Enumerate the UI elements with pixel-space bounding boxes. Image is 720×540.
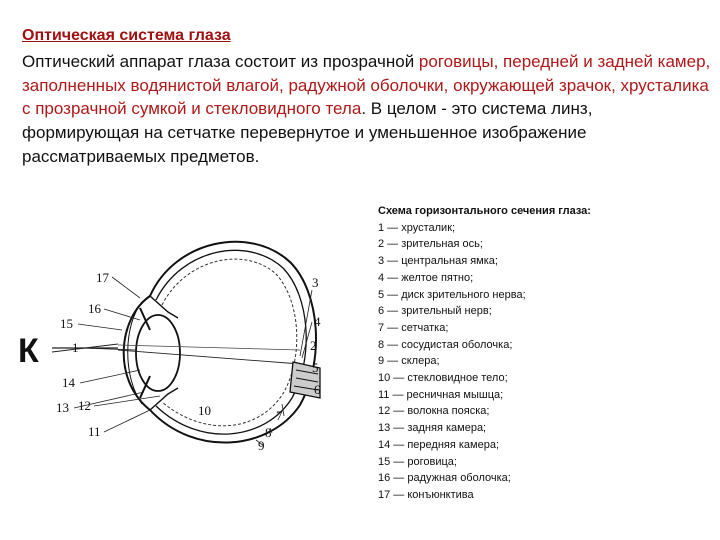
paragraph-part-3: . В целом - это система линз, формирующая на сетчатке перевернутое и уменьшенное изображение рассматриваемых предметов. [22,99,593,166]
label-1: 1 [72,340,79,355]
paragraph-part-1: Оптический аппарат глаза состоит из прозрачной [22,52,419,71]
legend-item: 10 — стекловидное тело; [378,372,508,385]
paragraph-highlight: роговицы, передней и задней камер, заполненных водянистой влагой, радужной оболочки, окружающей зрачок, хрусталика с прозрачной сумкой и стекловидного тела [22,52,711,119]
label-13: 13 [56,400,69,415]
label-10: 10 [198,403,211,418]
legend-item: 7 — сетчатка; [378,321,449,334]
legend-item: 5 — диск зрительного нерва; [378,288,526,301]
legend-item: 8 — сосудистая оболочка; [378,338,513,351]
label-14: 14 [62,375,75,390]
label-5: 5 [312,360,319,375]
label-11: 11 [88,424,101,439]
legend-item: 12 — волокна пояска; [378,405,490,418]
object-letter: К [18,332,39,370]
label-6: 6 [314,382,321,397]
label-16: 16 [88,301,101,316]
label-7: 7 [276,408,283,423]
label-3: 3 [312,275,319,290]
label-8: 8 [265,425,272,440]
label-17: 17 [96,270,109,285]
page-title: Оптическая система глаза [22,27,231,44]
legend-item: 4 — желтое пятно; [378,271,474,284]
legend [378,203,708,504]
legend-item: 17 — конъюнктива [378,488,474,501]
legend-item: 11 — ресничная мышца; [378,388,504,401]
legend-item: 9 — склера; [378,355,440,368]
legend-heading: Схема горизонтального сечения глаза: [378,205,591,217]
legend-item: 1 — хрусталик; [378,221,456,234]
legend-item: 15 — роговица; [378,455,457,468]
legend-item: 2 — зрительная ось; [378,238,483,251]
label-4: 4 [314,314,321,329]
sclera-outline [150,242,316,443]
legend-item: 14 — передняя камера; [378,438,500,451]
label-9: 9 [258,438,265,453]
legend-item: 6 — зрительный нерв; [378,305,492,318]
legend-item: 16 — радужная оболочка; [378,472,511,485]
label-15: 15 [60,316,73,331]
label-12: 12 [78,398,91,413]
optical-axis [118,350,300,364]
legend-item: 13 — задняя камера; [378,422,487,435]
legend-item: 3 — центральная ямка; [378,255,498,268]
label-2: 2 [310,338,317,353]
